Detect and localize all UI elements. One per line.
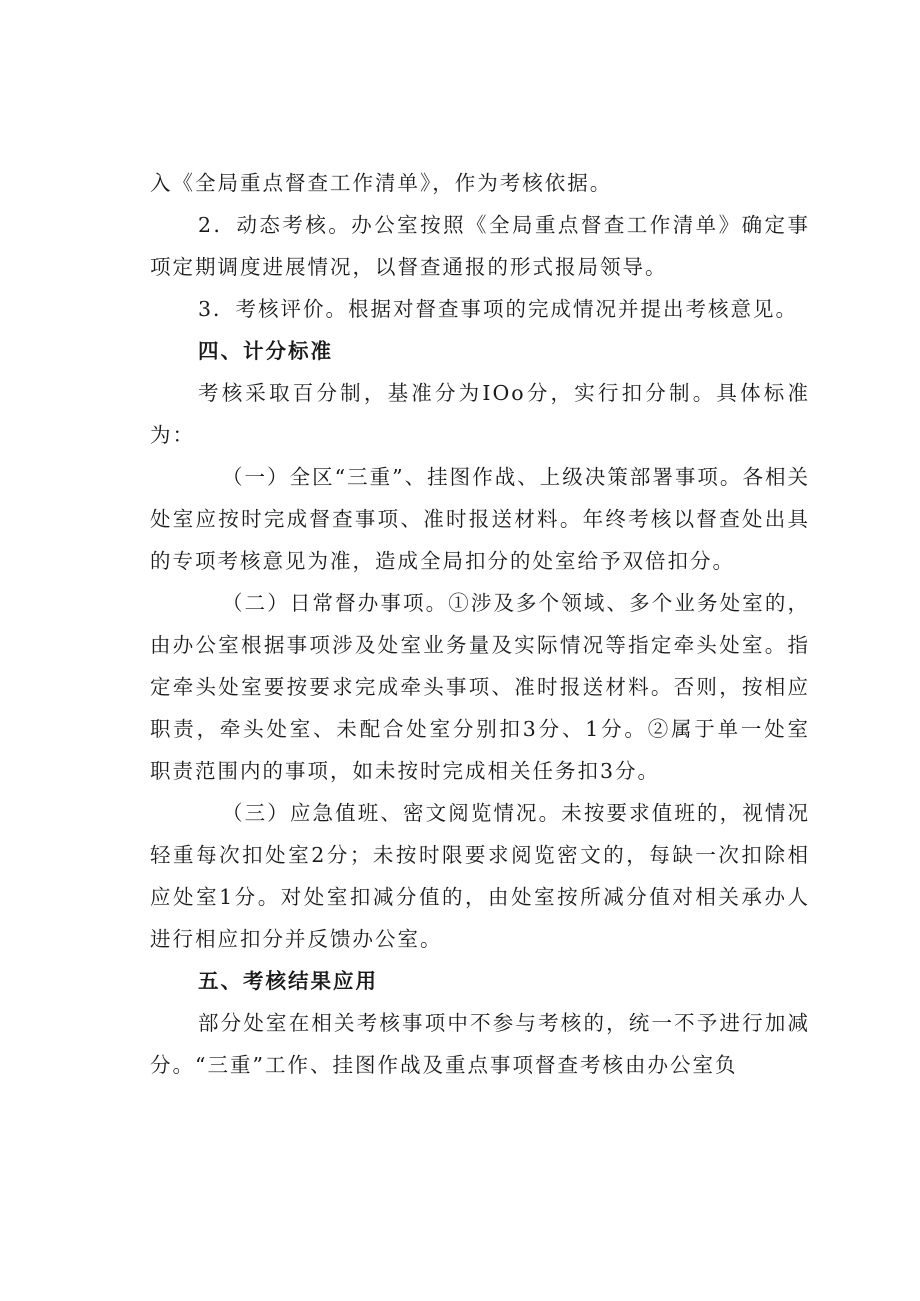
paragraph-scoring-intro: 考核采取百分制，基准分为IOo分，实行扣分制。具体标准为： (150, 381, 810, 447)
paragraph-result-application: 部分处室在相关考核事项中不参与考核的，统一不予进行加减分。“三重”工作、挂图作战及重点事项督查考核由办公室负 (150, 1011, 810, 1077)
paragraph-continuation: 入《全局重点督查工作清单》，作为考核依据。 (150, 171, 613, 195)
paragraph-item-one: （一）全区“三重”、挂图作战、上级决策部署事项。各相关处室应按时完成督查事项、准时报送材料。年终考核以督查处出具的专项考核意见为准，造成全局扣分的处室给予双倍扣分。 (150, 465, 810, 573)
section-heading-scoring-standard: 四、计分标准 (198, 339, 333, 363)
paragraph-item-two: （二）日常督办事项。①涉及多个领域、多个业务处室的，由办公室根据事项涉及处室业务量及实际情况等指定牵头处室。指定牵头处室要按要求完成牵头事项、准时报送材料。否则，按相应职责，牵头处室、未配合处室分别扣3分、1分。②属于单一处室职责范围内的事项，如未按时完成相关任务扣3分。 (150, 591, 810, 783)
paragraph-item-three: （三）应急值班、密文阅览情况。未按要求值班的，视情况轻重每次扣处室2分；未按时限要求阅览密文的，每缺一次扣除相应处室1分。对处室扣减分值的，由处室按所减分值对相关承办人进行相应扣分并反馈办公室。 (150, 801, 810, 951)
document-body (150, 162, 810, 1086)
section-heading-result-application: 五、考核结果应用 (198, 969, 378, 993)
paragraph-assessment-evaluation: 3．考核评价。根据对督查事项的完成情况并提出考核意见。 (198, 297, 799, 321)
paragraph-dynamic-assessment: 2．动态考核。办公室按照《全局重点督查工作清单》确定事项定期调度进展情况，以督查通报的形式报局领导。 (150, 213, 810, 279)
